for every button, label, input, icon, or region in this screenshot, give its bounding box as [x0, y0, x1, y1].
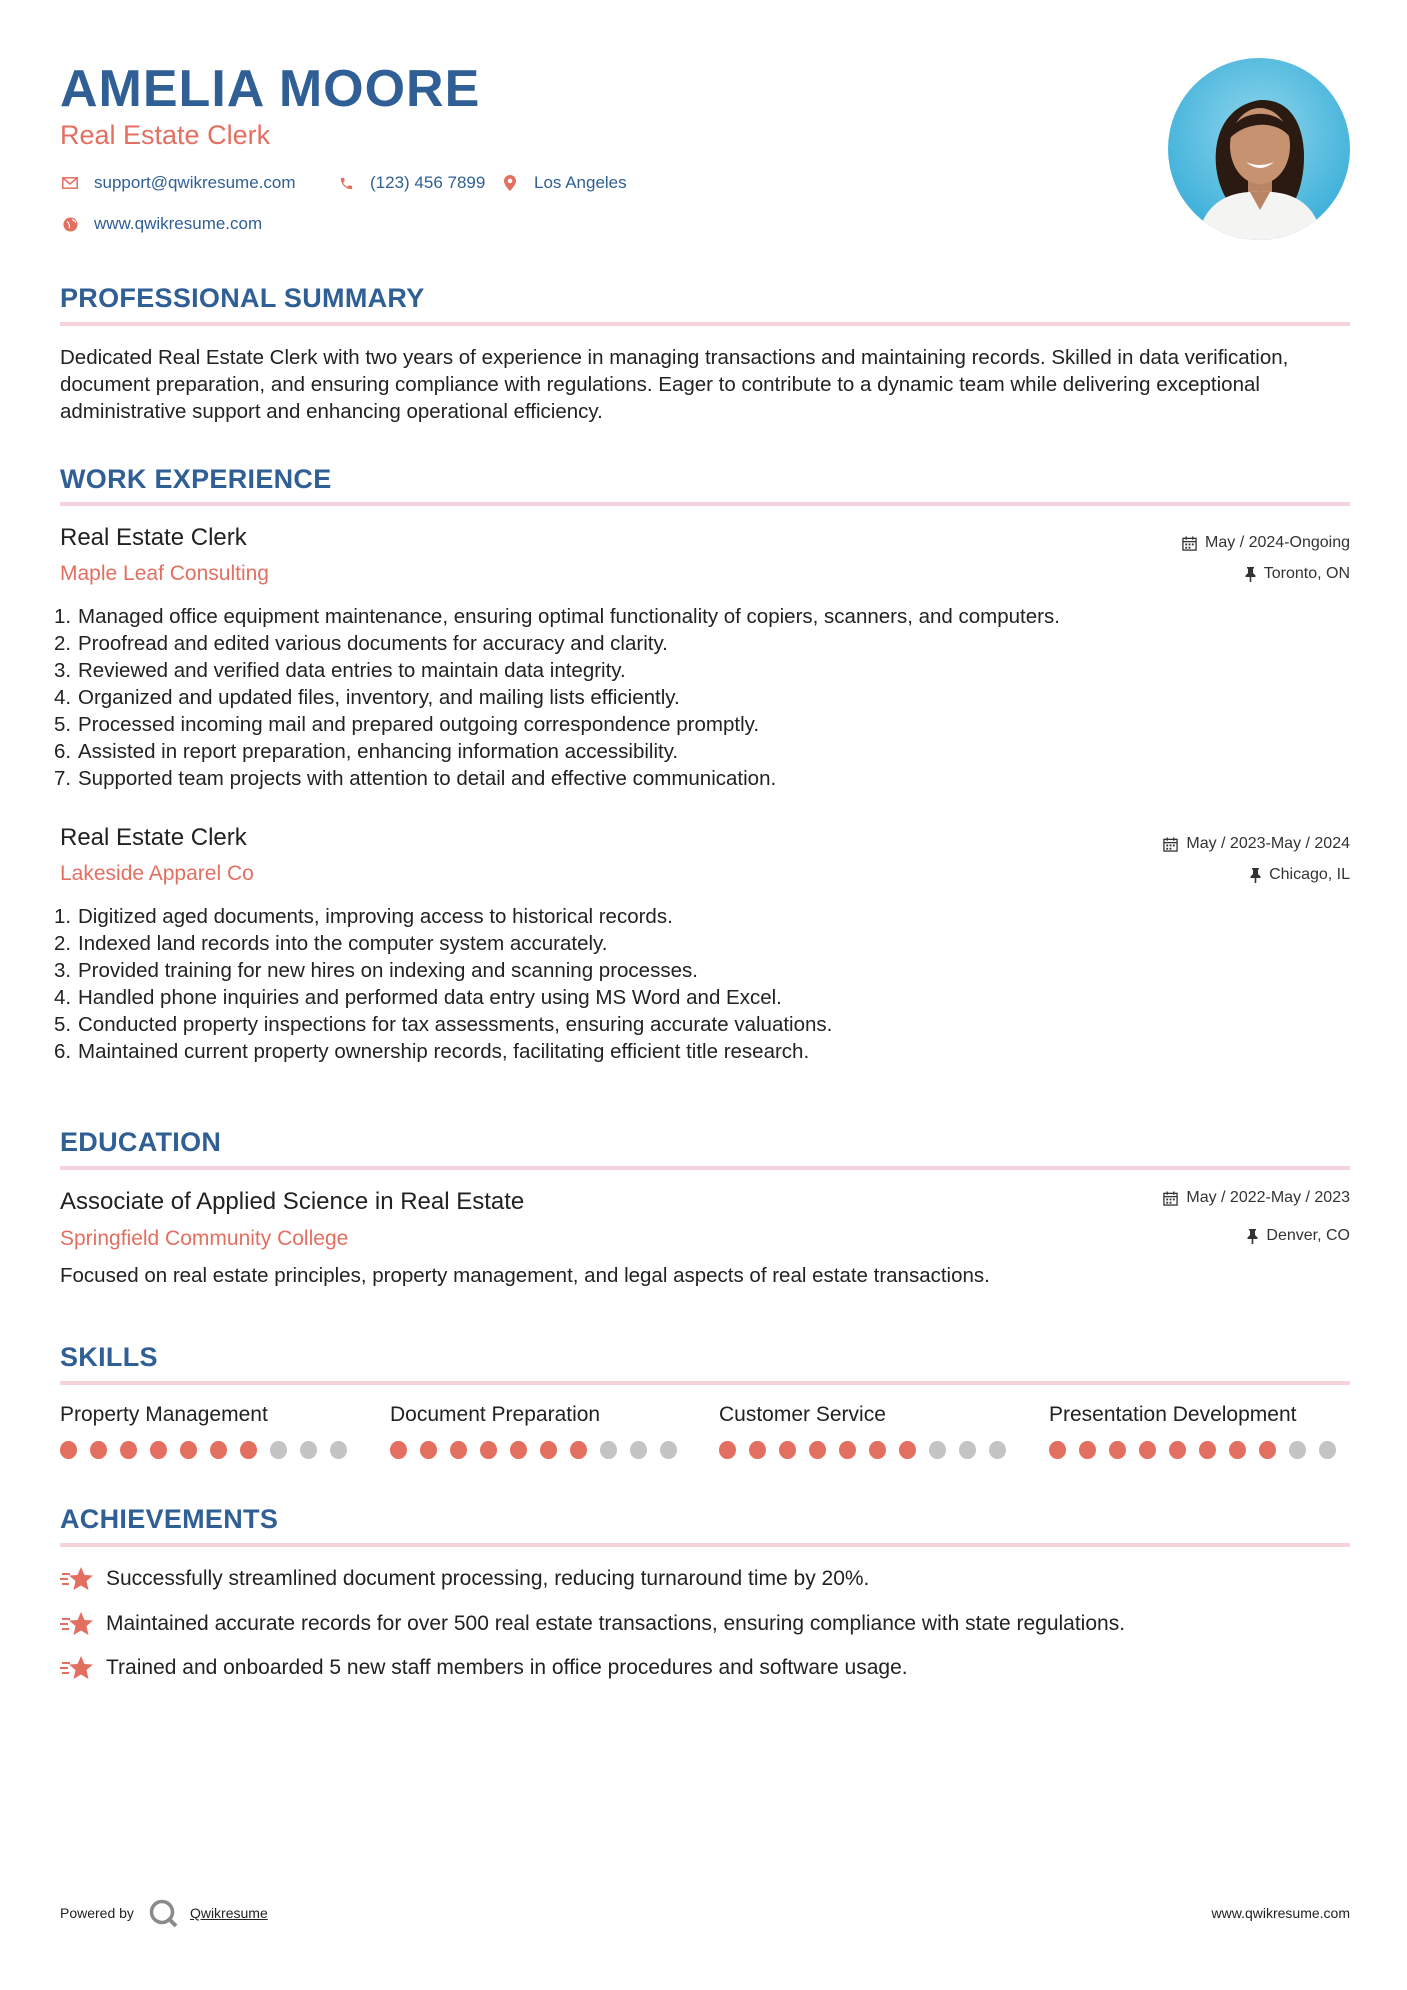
achievements-heading: ACHIEVEMENTS — [60, 1504, 279, 1534]
list-item: 6. Maintained current property ownership records, facilitating efficient title research. — [54, 1040, 810, 1063]
star-icon — [60, 1565, 94, 1593]
education-heading: EDUCATION — [60, 1127, 222, 1157]
rating-dot-filled — [570, 1441, 587, 1459]
contact-phone[interactable] — [336, 172, 485, 194]
phone-icon — [336, 173, 356, 193]
contact-website[interactable] — [60, 213, 262, 235]
degree-title: Associate of Applied Science in Real Estate — [60, 1188, 525, 1215]
education-dates — [1163, 1187, 1350, 1209]
rating-dot-filled — [180, 1441, 197, 1459]
job-title: Real Estate Clerk — [60, 524, 247, 551]
rating-dot-filled — [120, 1441, 137, 1459]
rating-dot-empty — [300, 1441, 317, 1459]
list-item: 1. Digitized aged documents, improving access to historical records. — [54, 905, 673, 928]
list-item: 5. Conducted property inspections for tax assessments, ensuring accurate valuations. — [54, 1013, 833, 1036]
rating-dot-filled — [1169, 1441, 1186, 1459]
pushpin-icon — [1247, 1229, 1258, 1244]
job-location-text: Chicago, IL — [1269, 866, 1350, 883]
skill-label: Presentation Development — [1049, 1403, 1297, 1426]
rating-dot-filled — [510, 1441, 527, 1459]
list-item: 2. Proofread and edited various documents for accuracy and clarity. — [54, 632, 668, 655]
job-dates-text: May / 2023-May / 2024 — [1186, 835, 1350, 852]
rating-dot-filled — [210, 1441, 227, 1459]
rating-dot-filled — [540, 1441, 557, 1459]
footer-website[interactable]: www.qwikresume.com — [1211, 1905, 1350, 1921]
achievement-text: Successfully streamlined document processing, reducing turnaround time by 20%. — [106, 1567, 870, 1590]
rating-dot-filled — [1049, 1441, 1066, 1459]
achievements-divider — [60, 1543, 1350, 1547]
skills-heading: SKILLS — [60, 1342, 158, 1372]
location-text: Los Angeles — [534, 173, 627, 192]
job-bullets — [0, 903, 1368, 1065]
school-name: Springfield Community College — [60, 1227, 349, 1250]
rating-dot-empty — [959, 1441, 976, 1459]
rating-dot-filled — [390, 1441, 407, 1459]
job-company: Lakeside Apparel Co — [60, 862, 254, 885]
rating-dot-filled — [1079, 1441, 1096, 1459]
rating-dot-filled — [60, 1441, 77, 1459]
powered-by-label: Powered by — [60, 1905, 134, 1921]
summary-divider — [60, 322, 1350, 326]
skill-rating — [390, 1441, 690, 1459]
skills-divider — [60, 1381, 1350, 1385]
skill-item — [719, 1401, 1019, 1459]
map-pin-icon — [500, 173, 520, 193]
skill-item — [60, 1401, 360, 1459]
rating-dot-filled — [1259, 1441, 1276, 1459]
rating-dot-filled — [839, 1441, 856, 1459]
calendar-icon — [1163, 1191, 1178, 1206]
skill-label: Property Management — [60, 1403, 268, 1426]
calendar-icon — [1182, 536, 1197, 551]
job-dates — [1163, 833, 1350, 855]
list-item: 2. Indexed land records into the computer system accurately. — [54, 932, 608, 955]
phone-text[interactable]: (123) 456 7899 — [370, 173, 486, 192]
job-location — [1250, 864, 1350, 886]
job-location — [1245, 563, 1350, 585]
rating-dot-filled — [150, 1441, 167, 1459]
skill-rating — [719, 1441, 1019, 1459]
globe-icon — [60, 214, 80, 234]
rating-dot-filled — [90, 1441, 107, 1459]
rating-dot-filled — [749, 1441, 766, 1459]
list-item: 3. Provided training for new hires on indexing and scanning processes. — [54, 959, 698, 982]
rating-dot-empty — [630, 1441, 647, 1459]
footer-powered-by — [60, 1898, 268, 1928]
achievement-item — [60, 1610, 1125, 1638]
rating-dot-filled — [1229, 1441, 1246, 1459]
pushpin-icon — [1250, 868, 1261, 883]
qwikresume-logo-icon — [148, 1898, 178, 1928]
education-location — [1247, 1225, 1350, 1247]
job-company: Maple Leaf Consulting — [60, 562, 269, 585]
education-location-text: Denver, CO — [1266, 1227, 1350, 1244]
achievement-text: Trained and onboarded 5 new staff members in office procedures and software usage. — [106, 1656, 908, 1679]
job-dates-text: May / 2024-Ongoing — [1205, 534, 1350, 551]
experience-divider — [60, 502, 1350, 506]
list-item: 1. Managed office equipment maintenance, ensuring optimal functionality of copiers, scanners, and computers. — [54, 605, 1060, 628]
qwikresume-link[interactable]: Qwikresume — [189, 1905, 268, 1921]
rating-dot-filled — [719, 1441, 736, 1459]
rating-dot-filled — [779, 1441, 796, 1459]
email-text[interactable]: support@qwikresume.com — [94, 173, 296, 192]
list-item: 5. Processed incoming mail and prepared outgoing correspondence promptly. — [54, 713, 760, 736]
education-dates-text: May / 2022-May / 2023 — [1186, 1189, 1350, 1206]
list-item: 4. Handled phone inquiries and performed data entry using MS Word and Excel. — [54, 986, 782, 1009]
job-dates — [1182, 532, 1350, 554]
summary-text: Dedicated Real Estate Clerk with two years of experience in managing transactions and maintaining records. Skilled in data verification, document preparation, and ensuring compliance with regulations. Eager to contribute to a dynamic team while delivering exceptional administrative support and enhancing operational efficiency. — [60, 346, 1289, 423]
education-divider — [60, 1166, 1350, 1170]
list-item: 3. Reviewed and verified data entries to maintain data integrity. — [54, 659, 626, 682]
summary-heading: PROFESSIONAL SUMMARY — [60, 283, 425, 313]
achievement-item — [60, 1565, 869, 1593]
rating-dot-empty — [600, 1441, 617, 1459]
star-icon — [60, 1654, 94, 1682]
envelope-icon — [60, 173, 80, 193]
list-item: 6. Assisted in report preparation, enhancing information accessibility. — [54, 740, 679, 763]
star-icon — [60, 1610, 94, 1638]
rating-dot-empty — [330, 1441, 347, 1459]
rating-dot-filled — [1139, 1441, 1156, 1459]
achievement-text: Maintained accurate records for over 500 real estate transactions, ensuring compliance with state regulations. — [106, 1612, 1126, 1635]
rating-dot-empty — [929, 1441, 946, 1459]
skill-item — [390, 1401, 690, 1459]
pushpin-icon — [1245, 567, 1256, 582]
rating-dot-filled — [809, 1441, 826, 1459]
experience-heading: WORK EXPERIENCE — [60, 464, 332, 494]
education-description: Focused on real estate principles, property management, and legal aspects of real estate transactions. — [60, 1264, 990, 1287]
rating-dot-filled — [1109, 1441, 1126, 1459]
contact-email[interactable] — [60, 172, 296, 194]
profile-photo — [1168, 58, 1350, 240]
skill-label: Customer Service — [719, 1403, 886, 1426]
skill-label: Document Preparation — [390, 1403, 601, 1426]
candidate-name: AMELIA MOORE — [60, 60, 481, 118]
list-item: 4. Organized and updated files, inventory, and mailing lists efficiently. — [54, 686, 680, 709]
skill-rating — [1049, 1441, 1349, 1459]
rating-dot-empty — [1319, 1441, 1336, 1459]
candidate-role: Real Estate Clerk — [60, 120, 271, 150]
rating-dot-empty — [1289, 1441, 1306, 1459]
list-item: 7. Supported team projects with attention to detail and effective communication. — [54, 767, 777, 790]
job-location-text: Toronto, ON — [1263, 565, 1350, 582]
calendar-icon — [1163, 837, 1178, 852]
rating-dot-filled — [450, 1441, 467, 1459]
rating-dot-filled — [420, 1441, 437, 1459]
skill-item — [1049, 1401, 1349, 1459]
job-title: Real Estate Clerk — [60, 824, 247, 851]
website-text[interactable]: www.qwikresume.com — [94, 214, 263, 233]
achievement-item — [60, 1654, 908, 1682]
skill-rating — [60, 1441, 360, 1459]
rating-dot-filled — [240, 1441, 257, 1459]
rating-dot-filled — [869, 1441, 886, 1459]
rating-dot-empty — [270, 1441, 287, 1459]
job-bullets — [0, 603, 1368, 792]
rating-dot-filled — [1199, 1441, 1216, 1459]
rating-dot-filled — [899, 1441, 916, 1459]
rating-dot-empty — [660, 1441, 677, 1459]
rating-dot-filled — [480, 1441, 497, 1459]
rating-dot-empty — [989, 1441, 1006, 1459]
contact-location — [500, 172, 627, 194]
